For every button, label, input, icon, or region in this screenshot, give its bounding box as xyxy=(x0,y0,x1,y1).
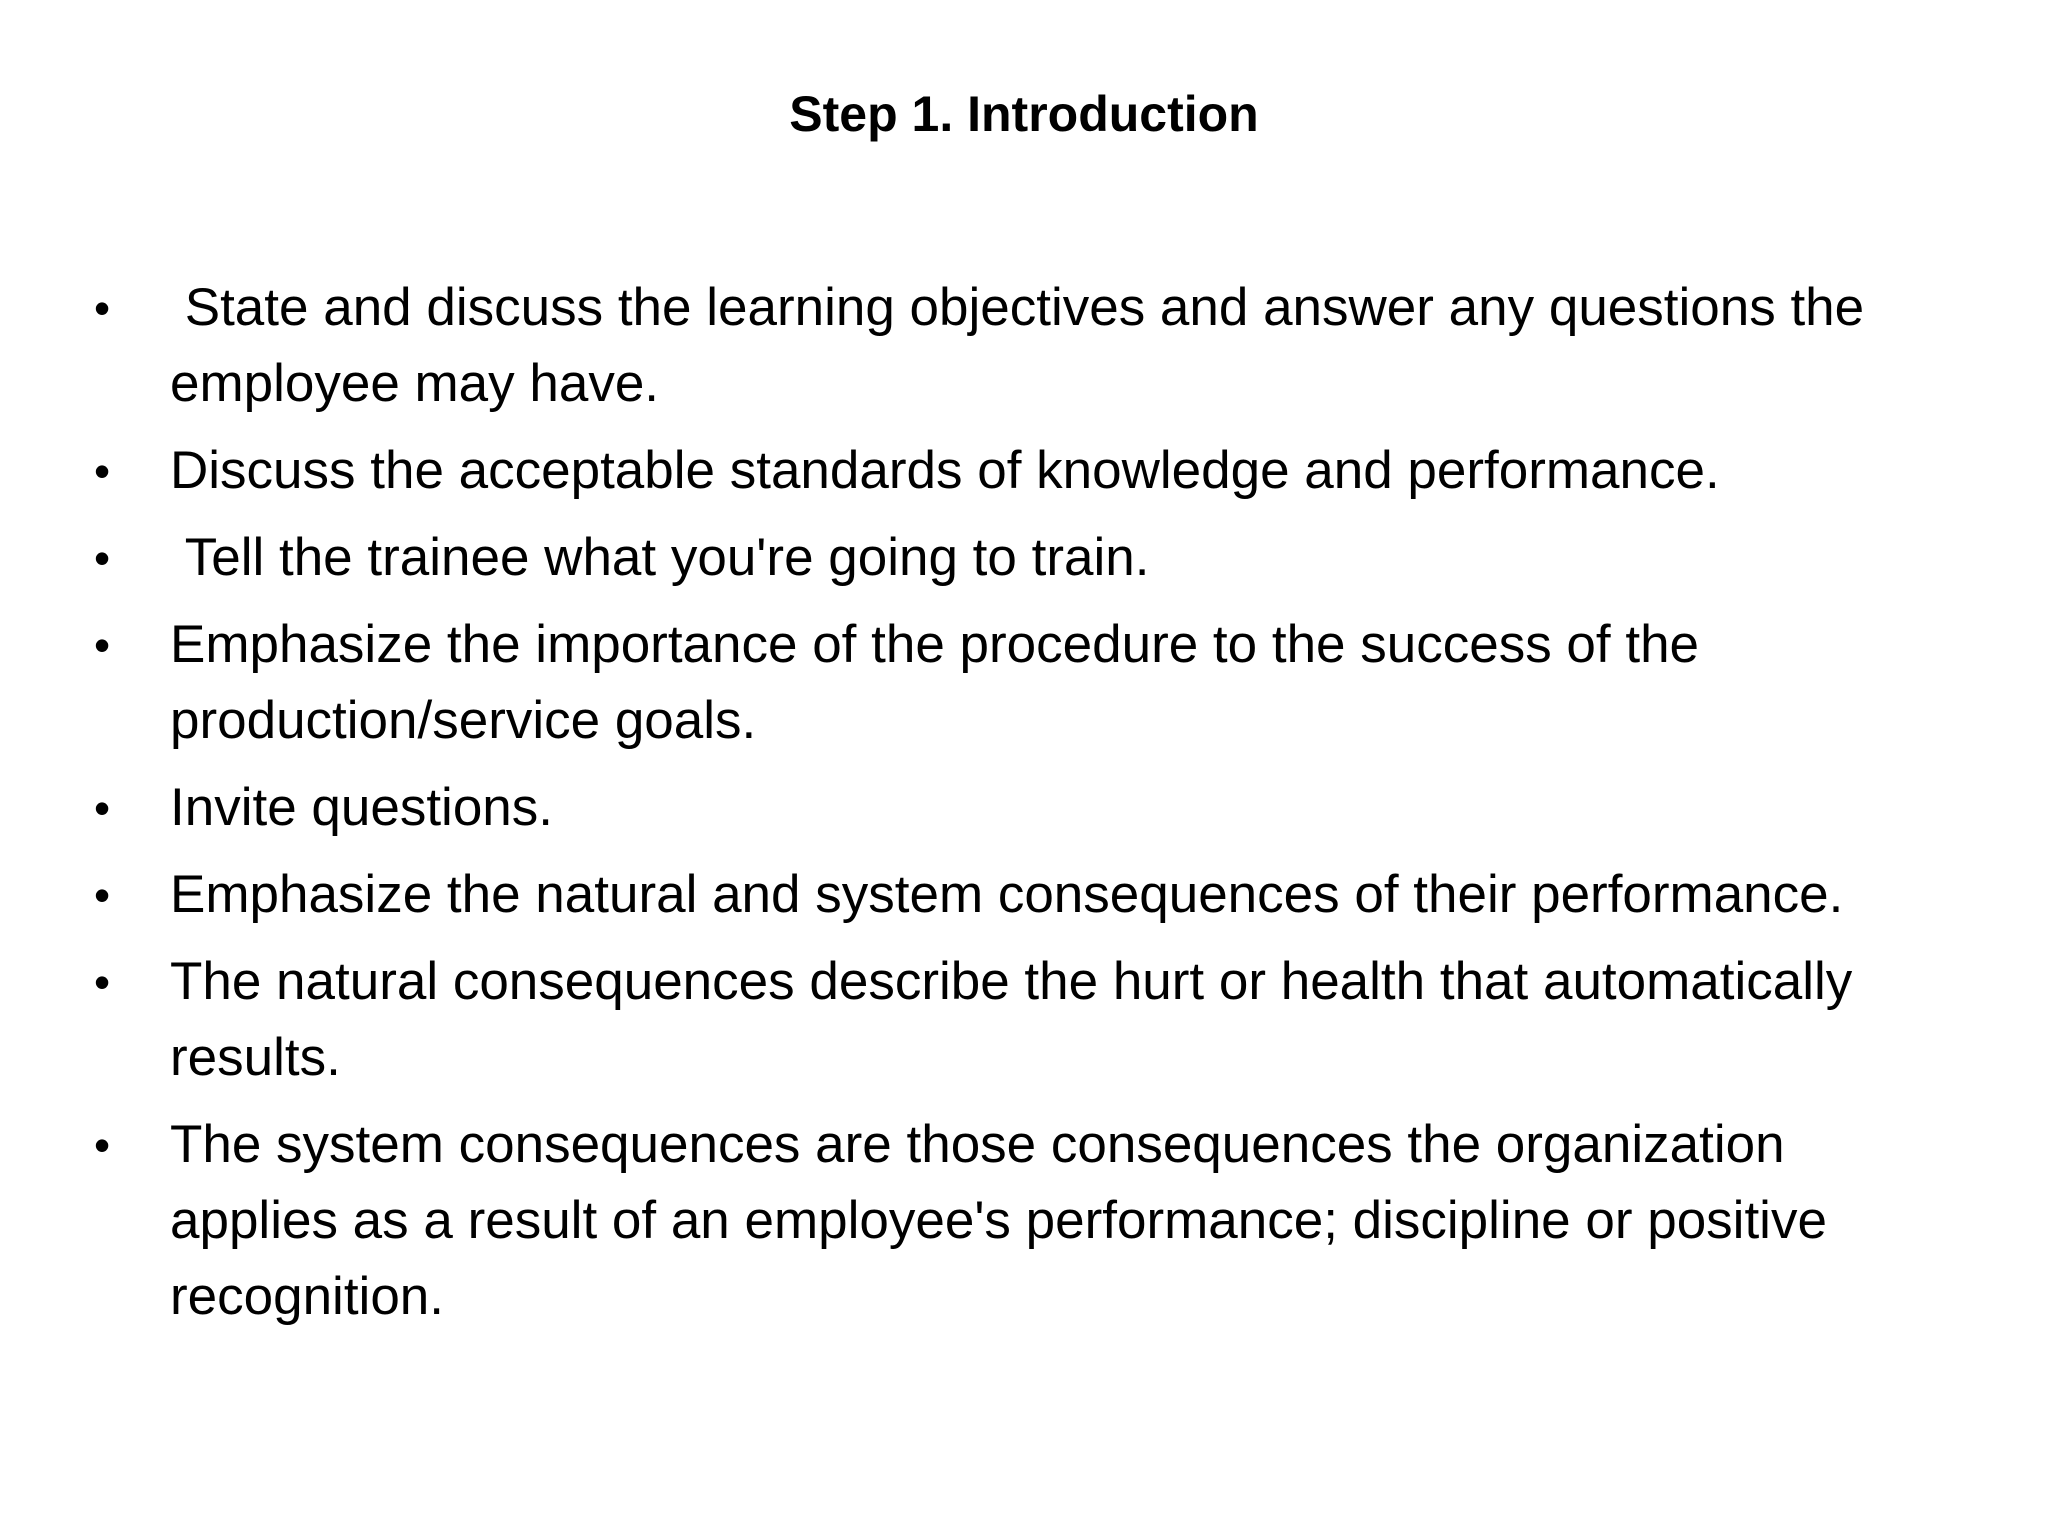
bullet-item-6 xyxy=(86,857,1916,933)
bullet-item-4 xyxy=(86,607,1916,759)
bullet-icon: • xyxy=(94,532,111,584)
bullet-icon: • xyxy=(94,282,111,334)
bullet-item-7 xyxy=(86,944,1916,1096)
slide-title: Step 1. Introduction xyxy=(789,86,1259,142)
bullet-list xyxy=(86,270,1916,1346)
bullet-item-1 xyxy=(86,270,1916,422)
bullet-text: Tell the trainee what you're going to train. xyxy=(170,528,1150,587)
bullet-text: Discuss the acceptable standards of knowledge and performance. xyxy=(170,441,1720,500)
bullet-item-3 xyxy=(86,520,1916,596)
bullet-text: The system consequences are those consequences the organization applies as a result of an employee's performance; discipline or positive recognition. xyxy=(170,1115,1842,1326)
bullet-text: Emphasize the importance of the procedure to the success of the production/service goals. xyxy=(170,615,1714,750)
bullet-icon: • xyxy=(94,782,111,834)
bullet-text: Invite questions. xyxy=(170,778,554,837)
bullet-icon: • xyxy=(94,869,111,921)
bullet-text: Emphasize the natural and system consequences of their performance. xyxy=(170,865,1844,924)
bullet-text: The natural consequences describe the hurt or health that automatically results. xyxy=(170,952,1868,1087)
bullet-icon: • xyxy=(94,445,111,497)
bullet-item-8 xyxy=(86,1107,1916,1335)
bullet-item-5 xyxy=(86,770,1916,846)
bullet-icon: • xyxy=(94,956,111,1008)
bullet-item-2 xyxy=(86,433,1916,509)
bullet-icon: • xyxy=(94,619,111,671)
bullet-icon: • xyxy=(94,1119,111,1171)
bullet-text: State and discuss the learning objectives and answer any questions the employee may have. xyxy=(170,278,1879,413)
